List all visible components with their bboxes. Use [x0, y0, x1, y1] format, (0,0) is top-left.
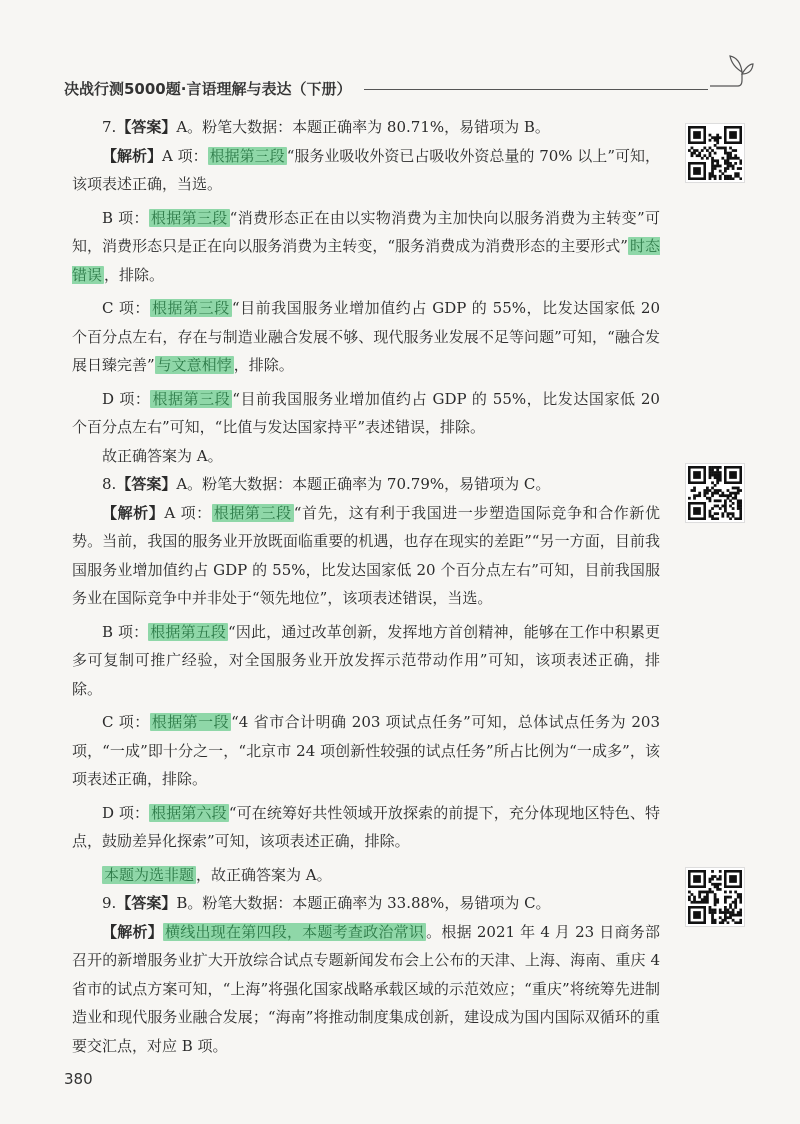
highlight: 根据第六段	[151, 803, 227, 822]
q9-answer: 9.【答案】B。粉笔大数据：本题正确率为 33.88%，易错项为 C。	[102, 894, 551, 912]
q7-answer: 7.【答案】A。粉笔大数据：本题正确率为 80.71%，易错项为 B。	[102, 118, 550, 136]
highlight: 根据第三段	[209, 146, 285, 165]
q7-analysis-a: 【解析】A 项： 根据第三段 “服务业吸收外资已占吸收外资总量的 70% 以上”可知，该项表述正确，当选。	[72, 146, 660, 193]
q7-analysis-c: C 项： 根据第三段 “目前我国服务业增加值约占 GDP 的 55%，比发达国家低 20 个百分点左右，存在与制造业融合发展不够、现代服务业发展不足等问题”可知，“融合发展日臻完善” 与文意相悖 ，排除。	[72, 299, 660, 374]
highlight: 与文意相悖	[156, 356, 232, 374]
highlight: 根据第三段	[150, 208, 228, 227]
answer-label: 【答案】	[116, 118, 177, 136]
header-title: 决战行测5000题·言语理解与表达（下册）	[64, 80, 352, 98]
q7-analysis-d: D 项： 根据第三段 “目前我国服务业增加值约占 GDP 的 55%，比发达国家低 20 个百分点左右”可知，“比值与发达国家持平”表述错误，排除。	[72, 389, 660, 436]
q7-analysis-b: B 项： 根据第三段 “消费形态正在由以实物消费为主加快向以服务消费为主转变”可知，消费形态只是正在向以服务消费为主转变，“服务消费成为消费形态的主要形式” 时态错误 ，排除。	[72, 208, 661, 284]
analysis-label: 【解析】	[102, 503, 165, 522]
answer-label: 【答案】	[116, 894, 177, 912]
q7-conclusion: 故正确答案为 A。	[102, 446, 223, 465]
answer-content	[72, 113, 660, 1060]
header-rule	[364, 89, 708, 90]
highlight: 横线出现在第四段，本题考查政治常识	[164, 922, 425, 941]
q8-answer: 8.【答案】A。粉笔大数据：本题正确率为 70.79%，易错项为 C。	[102, 475, 551, 493]
answer-label: 【答案】	[116, 475, 177, 493]
highlight: 根据第三段	[213, 503, 292, 522]
highlight: 根据第一段	[151, 713, 230, 731]
qr-code-icon[interactable]	[686, 464, 744, 522]
q9-analysis: 【解析】 横线出现在第四段，本题考查政治常识 。根据 2021 年 4 月 23 日商务部召开的新增服务业扩大开放综合试点专题新闻发布会上公布的天津、上海、海南、重庆 4 省市的试点方案可知，“上海”将强化国家战略承载区域的示范效应；“重庆”将统筹先进制造业和现代服务业融合发展；“海南”将推动制度集成创新，建设成为国内国际双循环的重要交汇点，对应 B 项。	[72, 922, 660, 1055]
analysis-label: 【解析】	[102, 146, 163, 165]
analysis-label: 【解析】	[102, 922, 163, 941]
highlight: 本题为选非题	[104, 865, 195, 884]
q8-analysis-c: C 项： 根据第一段 “4 省市合计明确 203 项试点任务”可知，总体试点任务为 203 项，“一成”即十分之一，“北京市 24 项创新性较强的试点任务”所占比例为“一成多”，该项表述正确，排除。	[72, 713, 660, 788]
q8-analysis-a: 【解析】A 项： 根据第三段 “首先，这有利于我国进一步塑造国际竞争和合作新优势。当前，我国的服务业开放既面临重要的机遇，也存在现实的差距”“另一方面，目前我国服务业增加值约占 GDP 的 55%，比发达国家低 20 个百分点左右”可知，目前我国服务业在国际竞争中并非处于“领先地位”，该项表述错误，当选。	[72, 503, 660, 607]
q8-analysis-b: B 项： 根据第五段 “因此，通过改革创新，发挥地方首创精神，能够在工作中积累更多可复制可推广经验，对全国服务业开放发挥示范带动作用”可知，该项表述正确，排除。	[72, 622, 661, 698]
highlight: 时态错误	[72, 237, 660, 284]
highlight: 根据第三段	[152, 389, 231, 408]
page-header	[64, 72, 754, 102]
sprout-leaf-icon	[708, 52, 754, 92]
page-number: 380	[64, 1070, 93, 1088]
highlight: 根据第五段	[150, 622, 227, 641]
q8-analysis-d: D 项： 根据第六段 “可在统筹好共性领域开放探索的前提下，充分体现地区特色、特点，鼓励差异化探索”可知，该项表述正确，排除。	[72, 803, 660, 850]
q8-conclusion: 本题为选非题 ，故正确答案为 A。	[104, 865, 332, 884]
highlight: 根据第三段	[151, 299, 230, 317]
qr-code-icon[interactable]	[686, 868, 744, 926]
qr-code-icon[interactable]	[686, 124, 744, 182]
